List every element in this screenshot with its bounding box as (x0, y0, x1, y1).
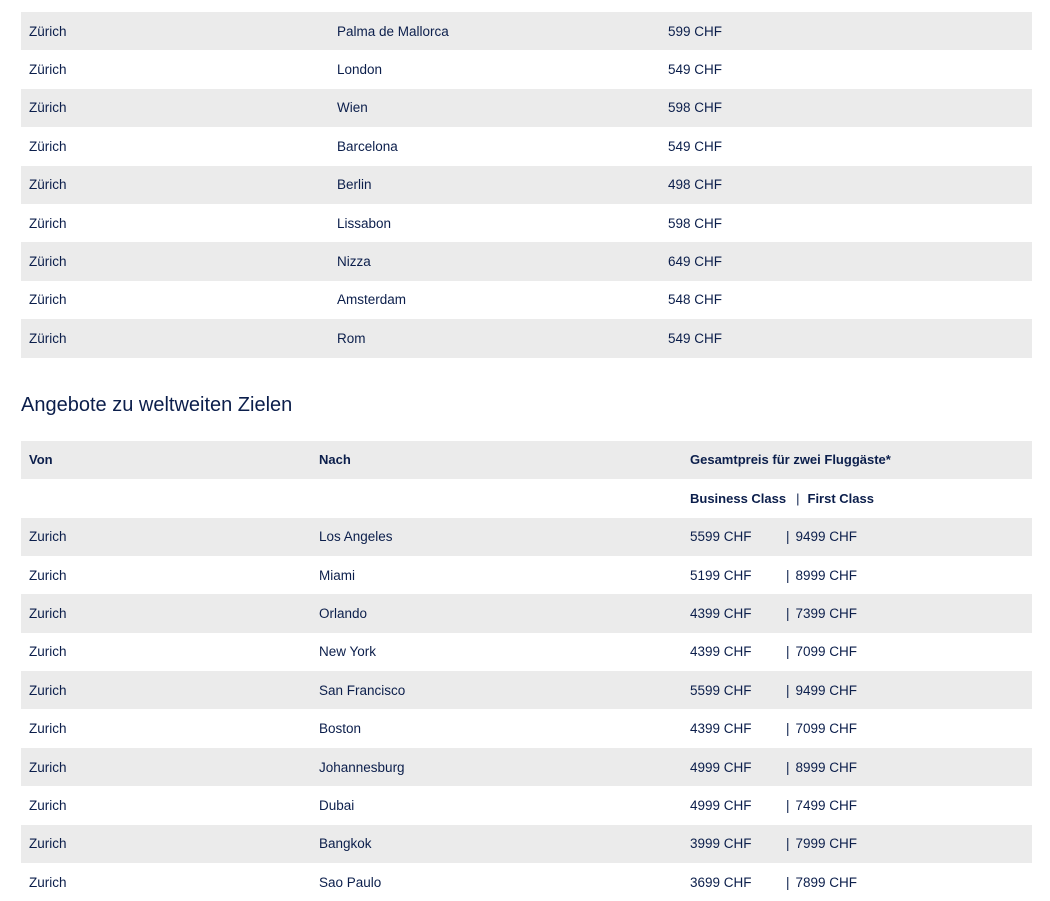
price-cell (682, 556, 1032, 594)
business-price: 4399 CHF (690, 644, 752, 660)
table-row (21, 50, 1032, 88)
from-cell: Zurich (29, 721, 67, 737)
from-cell: Zürich (29, 23, 67, 39)
business-price: 3699 CHF (690, 874, 752, 890)
price-separator: | (786, 721, 790, 737)
first-price: 8999 CHF (795, 567, 858, 583)
business-price: 4999 CHF (690, 759, 752, 775)
price-cell (682, 633, 1032, 671)
price-cell: 498 CHF (668, 177, 723, 193)
from-cell: Zürich (29, 254, 67, 270)
table-row (21, 786, 1032, 824)
table-row (21, 242, 1032, 280)
price-cell: 599 CHF (668, 23, 723, 39)
price-cell (682, 825, 1032, 863)
table-row (21, 633, 1032, 671)
business-price: 4399 CHF (690, 605, 752, 621)
table-row (21, 825, 1032, 863)
first-price: 7099 CHF (795, 721, 858, 737)
table-row (21, 671, 1032, 709)
price-separator: | (786, 605, 790, 621)
from-cell: Zürich (29, 138, 67, 154)
column-header-to: Nach (319, 452, 351, 468)
price-cell (682, 709, 1032, 747)
price-separator: | (786, 874, 790, 890)
table-header-row (21, 441, 1032, 479)
price-cell (682, 671, 1032, 709)
to-cell: London (337, 62, 383, 78)
to-cell: Rom (337, 330, 366, 346)
subheader-empty (311, 479, 682, 518)
first-price: 7499 CHF (795, 797, 858, 813)
to-cell: Amsterdam (337, 292, 407, 308)
business-price: 5199 CHF (690, 567, 752, 583)
column-header-price: Gesamtpreis für zwei Fluggäste* (690, 452, 891, 468)
class-separator: | (796, 490, 800, 506)
price-separator: | (786, 797, 790, 813)
price-cell (682, 863, 1032, 901)
price-cell: 649 CHF (668, 254, 723, 270)
to-cell: Dubai (319, 797, 355, 813)
page-content (21, 12, 1032, 901)
price-cell: 549 CHF (668, 330, 723, 346)
to-cell: Palma de Mallorca (337, 23, 449, 39)
table-row (21, 518, 1032, 556)
from-cell: Zürich (29, 292, 67, 308)
to-cell: Johannesburg (319, 759, 405, 775)
from-cell: Zurich (29, 874, 67, 890)
from-cell: Zurich (29, 836, 67, 852)
table-row (21, 748, 1032, 786)
to-cell: Miami (319, 567, 355, 583)
price-cell: 548 CHF (668, 292, 723, 308)
price-cell: 598 CHF (668, 100, 723, 116)
world-table-body (21, 518, 1032, 901)
to-cell: Bangkok (319, 836, 372, 852)
from-cell: Zurich (29, 682, 67, 698)
from-cell: Zürich (29, 100, 67, 116)
section-title: Angebote zu weltweiten Zielen (21, 393, 293, 416)
table-row (21, 319, 1032, 357)
from-cell: Zürich (29, 215, 67, 231)
to-cell: Boston (319, 721, 362, 737)
price-cell (682, 786, 1032, 824)
table-row (21, 281, 1032, 319)
price-cell: 598 CHF (668, 215, 723, 231)
business-price: 4399 CHF (690, 721, 752, 737)
from-cell: Zurich (29, 567, 67, 583)
to-cell: Berlin (337, 177, 372, 193)
first-price: 9499 CHF (795, 682, 858, 698)
price-separator: | (786, 682, 790, 698)
from-cell: Zurich (29, 759, 67, 775)
table-row (21, 12, 1032, 50)
price-cell (682, 748, 1032, 786)
subheader-empty (21, 479, 311, 518)
first-price: 7899 CHF (795, 874, 858, 890)
class-subheader (682, 479, 1032, 518)
to-cell: New York (319, 644, 377, 660)
price-cell (682, 594, 1032, 632)
to-cell: Nizza (337, 254, 371, 270)
table-row (21, 594, 1032, 632)
from-cell: Zürich (29, 330, 67, 346)
price-separator: | (786, 836, 790, 852)
price-cell: 549 CHF (668, 138, 723, 154)
table-row (21, 127, 1032, 165)
first-price: 7099 CHF (795, 644, 858, 660)
to-cell: San Francisco (319, 682, 406, 698)
to-cell: Wien (337, 100, 368, 116)
table-row (21, 709, 1032, 747)
from-cell: Zürich (29, 177, 67, 193)
first-price: 8999 CHF (795, 759, 858, 775)
price-separator: | (786, 529, 790, 545)
table-row (21, 863, 1032, 901)
first-price: 9499 CHF (795, 529, 858, 545)
europe-offers-table (21, 12, 1032, 358)
business-price: 4999 CHF (690, 797, 752, 813)
price-cell: 549 CHF (668, 62, 723, 78)
price-separator: | (786, 567, 790, 583)
price-cell (682, 518, 1032, 556)
table-row (21, 556, 1032, 594)
first-price: 7399 CHF (795, 605, 858, 621)
table-row (21, 166, 1032, 204)
from-cell: Zurich (29, 797, 67, 813)
table-subheader-row (21, 479, 1032, 518)
from-cell: Zurich (29, 529, 67, 545)
from-cell: Zurich (29, 644, 67, 660)
to-cell: Orlando (319, 605, 368, 621)
world-offers-table (21, 441, 1032, 901)
business-price: 5599 CHF (690, 529, 752, 545)
from-cell: Zürich (29, 62, 67, 78)
to-cell: Sao Paulo (319, 874, 382, 890)
first-class-label: First Class (807, 490, 874, 506)
table-row (21, 204, 1032, 242)
table-row (21, 89, 1032, 127)
to-cell: Los Angeles (319, 529, 393, 545)
business-price: 5599 CHF (690, 682, 752, 698)
from-cell: Zurich (29, 605, 67, 621)
column-header-from: Von (29, 452, 53, 468)
business-price: 3999 CHF (690, 836, 752, 852)
first-price: 7999 CHF (795, 836, 858, 852)
price-separator: | (786, 644, 790, 660)
to-cell: Lissabon (337, 215, 392, 231)
business-class-label: Business Class (690, 490, 787, 506)
to-cell: Barcelona (337, 138, 398, 154)
price-separator: | (786, 759, 790, 775)
